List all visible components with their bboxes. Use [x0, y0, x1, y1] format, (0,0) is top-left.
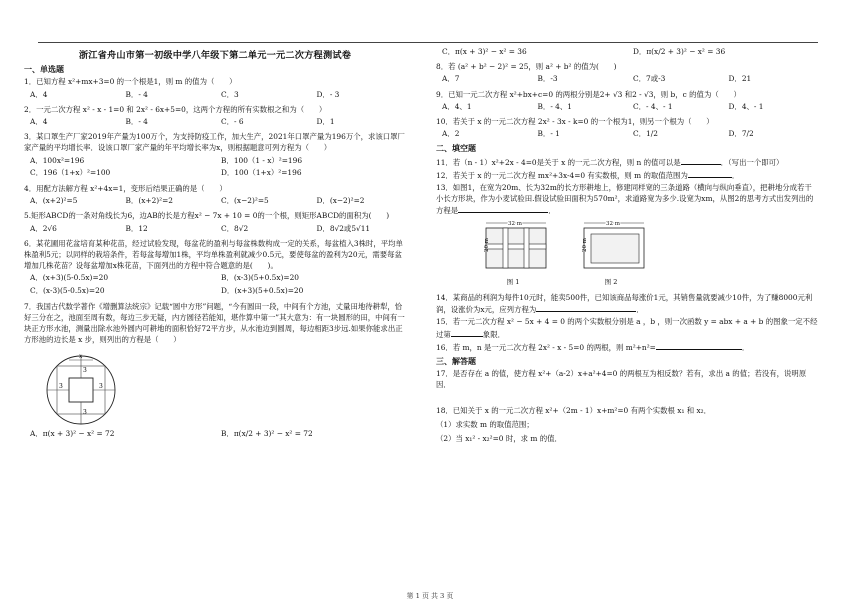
figure-2-diagram: [574, 219, 648, 273]
length-label: 32 m: [606, 220, 620, 227]
question-15-stem: 15．若一元二次方程 x² − 5x + 4 = 0 的两个实数根分别是 a ，b ，则一次函数 y = abx + a + b 的图象一定不经过第: [436, 317, 818, 339]
label-3-left: 3: [59, 382, 63, 390]
question-11-stem: 11．若（n - 1）x²+2x - 4=0是关于 x 的一元二次方程，则 n 的值可以是: [436, 157, 681, 167]
page-footer: 第 1 页 共 3 页: [406, 592, 454, 600]
answer-blank[interactable]: [681, 156, 721, 165]
right-column: [436, 46, 818, 445]
section-heading-single-choice: 一、单选题: [24, 64, 64, 75]
question-12-tail: ．: [731, 170, 740, 180]
option: B．-3: [537, 74, 558, 84]
figure-1: [476, 219, 550, 288]
question-8: 8．若 (a² + b² − 2)² = 25，则 a² + b² 的值为( ): [436, 62, 617, 72]
question-13-stem: 13．如图1，在宽为20m、长为32m的长方形耕地上，修建同样宽的三条道路（横向与纵向垂直），把耕地分成若干小长方形块，作为小麦试验田.假设试验田面积为570m²，求道路宽为多少.设宽为xm，从图2的思考方式出发列出的方程是: [436, 183, 814, 216]
option: A．π(x + 3)² − x² = 72: [30, 428, 115, 438]
left-column: [24, 46, 406, 443]
section-heading-solutions: 三、解答题: [436, 356, 476, 367]
option: C．8√2: [221, 223, 249, 233]
figures-13: [476, 219, 818, 288]
option: D．1: [316, 117, 335, 127]
question-15-tail: 象限．: [482, 329, 505, 339]
section-heading-fill-blank: 二、填空题: [436, 143, 476, 154]
question-7-options: [24, 428, 406, 439]
question-1-options: [24, 89, 406, 100]
square-pond: [69, 378, 93, 402]
option: C．7或-3: [633, 74, 666, 84]
option: D．4、- 1: [728, 101, 764, 111]
option: D．21: [728, 74, 752, 84]
question-11-tail: ．（写出一个即可）: [720, 157, 784, 167]
question-12: [436, 169, 818, 181]
option: C．196（1+x）²=100: [30, 167, 111, 177]
question-7-options-continued: [436, 46, 818, 57]
option: C．1/2: [633, 129, 658, 139]
option: C．(x−2)²=5: [221, 196, 269, 206]
question-4-options: [24, 195, 406, 206]
option: C．(x-3)(5-0.5x)=20: [30, 285, 105, 295]
question-2-options: [24, 116, 406, 127]
question-9: 9．已知一元二次方程 x²+bx+c=0 的两根分别是2+ √3 和2 - √3，则 b，c 的值为（ ）: [436, 89, 741, 99]
circle-square-figure: [36, 348, 126, 428]
option: D．(x−2)²=2: [316, 196, 365, 206]
option: D．7/2: [728, 129, 754, 139]
question-18-part-1: （1）求实数 m 的取值范围；: [436, 419, 534, 429]
question-5-options: [24, 223, 406, 234]
question-4: 4．用配方法解方程 x²+4x=1，变形后结果正确的是（ ）: [24, 184, 227, 194]
question-6: 6．某花圃用花盆培育某种花苗，经过试验发现，每盆花的盈利与每盆株数构成一定的关系，每盆植入3株时，平均单株盈利5元；以同样的栽培条件，若每盆每增加1株，平均单株盈利就减少0.5元，要使每盆的盈利为20元，需要每盆增加几株花苗？设每盆增加x株花苗，下面列出的方程中符合题意的是( )。: [24, 238, 403, 271]
header-rule: [38, 42, 818, 43]
option: D．100（1+x）²=196: [221, 167, 302, 177]
question-18-part-2: （2）当 x₁² - x₂²=0 时，求 m 的值．: [436, 434, 562, 444]
question-13-tail: ．: [548, 206, 556, 216]
question-10-options: [436, 128, 818, 139]
horizontal-road: [486, 244, 546, 249]
option: A．4: [30, 117, 48, 127]
option: D．8√2或5√11: [316, 223, 371, 233]
option: B．100（1 - x）²=196: [221, 155, 303, 165]
question-14-stem: 14．某商品的利润为每件10元时，能卖500件，已知该商品每涨价1元，其销售量就要减少10件，为了赚8000元利润，设涨价为x元，应列方程为: [436, 293, 813, 315]
answer-blank[interactable]: [688, 169, 732, 178]
option: A．100x²=196: [30, 155, 85, 165]
label-3-top: 3: [83, 366, 87, 374]
question-1: 1．已知方程 x²+mx+3=0 的一个根是1，则 m 的值为（ ）: [24, 77, 237, 87]
question-17: 17．是否存在 a 的值，使方程 x²+（a-2）x+a²+4=0 的两根互为相反数？若有，求出 a 的值；若没有，说明原因．: [436, 369, 807, 390]
width-label: 20 m: [484, 237, 490, 252]
option: A．2: [442, 129, 460, 139]
option: C．- 4、- 1: [633, 101, 673, 111]
x-label: x: [79, 352, 83, 360]
answer-blank[interactable]: [656, 341, 742, 350]
figure-2: [574, 219, 648, 288]
option: A．4、1: [442, 101, 472, 111]
answer-blank[interactable]: [451, 328, 483, 337]
question-3-options: [24, 155, 406, 179]
question-16: [436, 341, 818, 353]
option: B．- 1: [537, 129, 560, 139]
label-3-bottom: 3: [83, 408, 87, 416]
option: D．π(x/2 + 3)² − x² = 36: [633, 47, 726, 56]
question-14-tail: ．: [636, 305, 644, 315]
question-8-options: [436, 73, 818, 84]
option: B．(x-3)(5+0.5x)=20: [221, 273, 300, 283]
option: A．(x+2)²=5: [30, 196, 78, 206]
question-6-options: [24, 272, 406, 296]
label-3-right: 3: [99, 382, 103, 390]
option: C．3: [221, 89, 239, 99]
option: B．π(x/2 + 3)² − x² = 72: [221, 428, 313, 438]
length-label: 32 m: [508, 220, 522, 227]
option: D．(x+3)(5+0.5x)=20: [221, 285, 304, 295]
question-11: [436, 156, 818, 168]
figure-1-caption: 图 1: [506, 277, 520, 286]
vertical-road-1: [503, 228, 508, 268]
option: D．- 3: [316, 89, 340, 99]
question-14: [436, 292, 818, 315]
option: A．7: [442, 74, 460, 84]
option: C．π(x + 3)² − x² = 36: [442, 47, 527, 56]
option: B．- 4: [125, 117, 148, 127]
vertical-road-2: [524, 228, 529, 268]
figure-2-caption: 图 2: [604, 277, 618, 286]
option: B．- 4: [125, 89, 148, 99]
option: A．2√6: [30, 223, 57, 233]
option: A．(x+3)(5-0.5x)=20: [30, 273, 109, 283]
question-9-options: [436, 101, 818, 112]
figure-1-diagram: [476, 219, 550, 273]
question-16-stem: 16．若 m，n 是一元二次方程 2x² - x - 5=0 的两根，则 m²+n²=: [436, 342, 656, 352]
question-12-stem: 12．若关于 x 的一元二次方程 mx²+3x-4=0 有实数根，则 m 的取值范围为: [436, 170, 688, 180]
question-13: [436, 182, 818, 217]
option: B．(x+2)²=2: [125, 196, 174, 206]
option: A．4: [30, 89, 48, 99]
question-15: [436, 316, 818, 339]
page-title: 浙江省舟山市第一初级中学八年级下第二单元一元二次方程测试卷: [78, 50, 352, 61]
question-5: 5.矩形ABCD的一条对角线长为6，边AB的长是方程x² − 7x + 10 = 0的一个根，则矩形ABCD的面积为( ): [24, 211, 390, 221]
width-label: 20 m: [582, 237, 588, 252]
question-18: 18．已知关于 x 的一元二次方程 x²+（2m - 1）x+m²=0 有两个实数根 x₁ 和 x₂．: [436, 405, 712, 415]
option: B．12: [125, 223, 148, 233]
question-2: 2．一元二次方程 x² - x - 1=0 和 2x² - 6x+5=0，这两个方程的所有实数根之和为（ ）: [24, 104, 327, 114]
option: B．- 4、1: [537, 101, 572, 111]
inner-field: [591, 234, 639, 263]
question-7: 7．我国古代数学著作《增删算法统宗》记载“圆中方形”问题，“今有圆田一段，中间有个方池，丈量田地待耕犁，恰好三分在之，池面至周有数，每边三步无疑，内方圆径若能知，堪作算中第一”其大意为：有一块圆形的田，中间有一块正方形水池，测量出除水池外圆内可耕地的面积恰好72平方步，从水池边到圆周，每边相距3步远.如果你能求出正方形池的边长是 x 步，则列出的方程是（ ）: [24, 301, 405, 345]
option: C．- 6: [221, 117, 244, 127]
question-3: 3．某口罩生产厂家2019年产量为100万个，为支持防疫工作，加大生产，2021年口罩产量为196万个，求该口罩厂家产量的平均增长率．设该口罩厂家产量的年平均增长率为x，则根据题意可列方程为（ ）: [24, 132, 405, 153]
answer-blank[interactable]: [536, 303, 636, 312]
answer-blank[interactable]: [458, 204, 548, 213]
question-10: 10．若关于 x 的一元二次方程 2x² - 3x - k=0 的一个根为1，则另一个根为（ ）: [436, 117, 714, 127]
question-16-tail: ．: [741, 342, 750, 352]
